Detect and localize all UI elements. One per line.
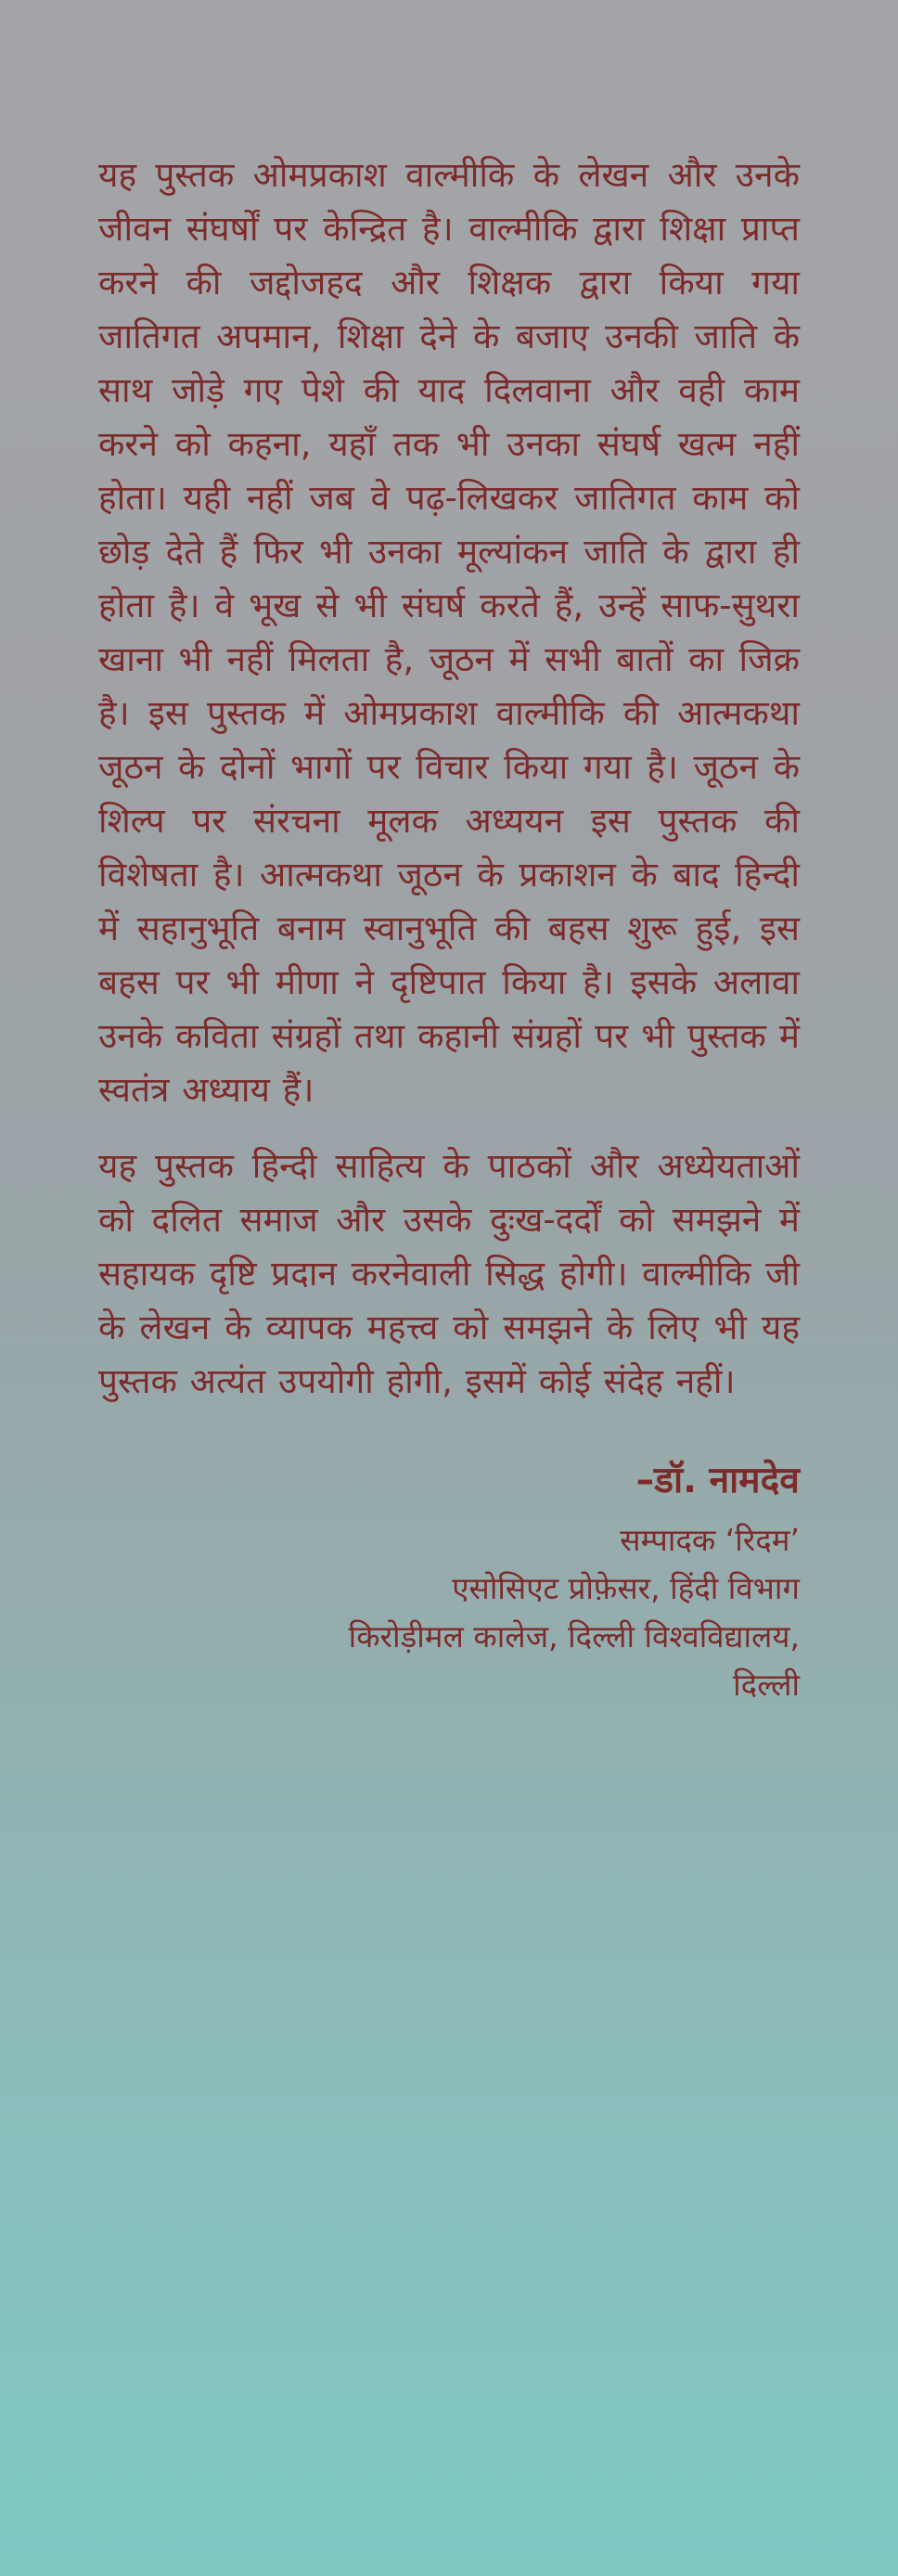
signature-block <box>98 1453 800 1709</box>
author-designation-editor: सम्पादक ‘रिदम’ <box>620 1522 800 1558</box>
paragraph-1: यह पुस्तक ओमप्रकाश वाल्मीकि के लेखन और उनके जीवन संघर्षों पर केन्द्रित है। वाल्मीकि द्वारा शिक्षा प्राप्त करने की जद्दोजहद और शिक्षक द्वारा किया गया जातिगत अपमान, शिक्षा देने के बजाए उनकी जाति के साथ जोड़े गए पेशे की याद दिलवाना और वही काम करने को कहना, यहाँ तक भी उनका संघर्ष खत्म नहीं होता। यही नहीं जब वे पढ़-लिखकर जातिगत काम को छोड़ देते हैं फिर भी उनका मूल्यांकन जाति के द्वारा ही होता है। वे भूख से भी संघर्ष करते हैं, उन्हें साफ-सुथरा खाना भी नहीं मिलता है, जूठन में सभी बातों का जिक्र है। इस पुस्तक में ओमप्रकाश वाल्मीकि की आत्मकथा जूठन के दोनों भागों पर विचार किया गया है। जूठन के शिल्प पर संरचना मूलक अध्ययन इस पुस्तक की विशेषता है। आत्मकथा जूठन के प्रकाशन के बाद हिन्दी में सहानुभूति बनाम स्वानुभूति की बहस शुरू हुई, इस बहस पर भी मीणा ने दृष्टिपात किया है। इसके अलावा उनके कविता संग्रहों तथा कहानी संग्रहों पर भी पुस्तक में स्वतंत्र अध्याय हैं। <box>98 155 800 1110</box>
author-city: दिल्ली <box>733 1667 800 1703</box>
author-college: किरोड़ीमल कालेज, दिल्ली विश्वविद्यालय, <box>348 1618 800 1655</box>
blurb-text <box>98 148 800 1409</box>
author-name: –डॉ. नामदेव <box>635 1460 800 1501</box>
author-designation-professor: एसोसिएट प्रोफ़ेसर, हिंदी विभाग <box>452 1570 800 1606</box>
paragraph-2: यह पुस्तक हिन्दी साहित्य के पाठकों और अध्येयताओं को दलित समाज और उसके दुःख-दर्दों को समझने में सहायक दृष्टि प्रदान करनेवाली सिद्ध होगी। वाल्मीकि जी के लेखन के व्यापक महत्त्व को समझने के लिए भी यह पुस्तक अत्यंत उपयोगी होगी, इसमें कोई संदेह नहीं। <box>98 1146 800 1401</box>
